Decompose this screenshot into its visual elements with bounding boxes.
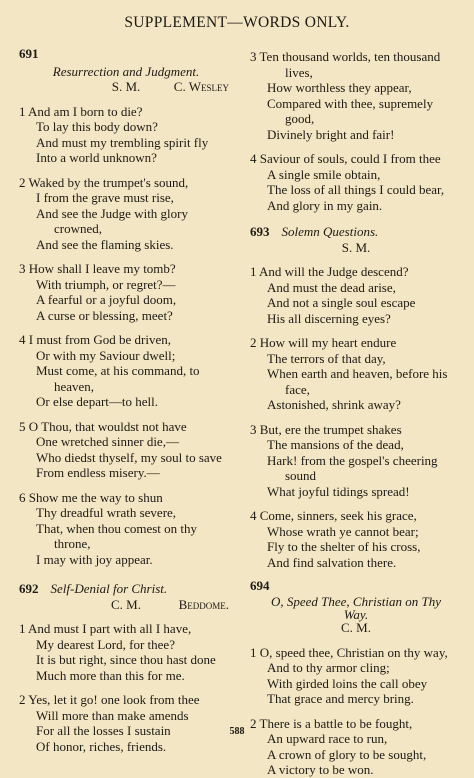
verse-line: Will more than make amends [36, 707, 189, 723]
verse-line: An upward race to run, [267, 731, 388, 746]
verse-line: One wretched sinner die,— [36, 434, 179, 449]
stanza [19, 490, 233, 568]
verse-line: Hark! from the gospel's cheering [267, 452, 438, 468]
stanza [19, 419, 233, 481]
hymn-title: Resurrection and Judgment. [52, 63, 200, 79]
verse-line: And must my trembling spirit fly [36, 134, 209, 150]
meter-author-row [19, 597, 233, 613]
verse-line: That, when thou comest on thy [36, 520, 198, 536]
verse-line: The loss of all things I could bear, [267, 182, 445, 197]
verse-line: 5 O Thou, that wouldst not have [19, 418, 187, 434]
verse-line: Of honor, riches, friends. [36, 738, 167, 754]
verse-line: His all discerning eyes? [267, 310, 391, 326]
verse-line: And must the dead arise, [267, 279, 396, 295]
verse-line: A single smile obtain, [267, 166, 381, 182]
hymn-title: O, Speed Thee, Christian on Thy [270, 593, 442, 609]
stanza [250, 335, 462, 413]
hymn-meter: S. M. [111, 79, 141, 94]
verse-line: I from the grave must rise, [36, 190, 174, 205]
stanza [250, 716, 462, 778]
hymn-author: Beddome. [178, 596, 229, 612]
hymn-author: C. Wesley [173, 79, 229, 94]
verse-line: That grace and mercy bring. [267, 691, 414, 706]
verse-line: sound [285, 468, 317, 483]
hymn-title: Self-Denial for Christ. [50, 581, 168, 596]
hymn-heading [19, 581, 233, 597]
hymn-number: 694 [250, 578, 270, 593]
verse-line: And to thy armor cling; [267, 660, 390, 675]
hymn-meter: C. M. [111, 596, 141, 612]
verse-line: throne, [54, 536, 91, 551]
verse-line: And see the flaming skies. [36, 236, 174, 252]
verse-line: Who diedst thyself, my soul to save [36, 449, 222, 465]
stanza [250, 151, 462, 213]
stanza [250, 264, 462, 326]
verse-line: What joyful tidings spread! [267, 483, 410, 499]
verse-line: A fearful or a joyful doom, [36, 292, 177, 307]
verse-line: Into a world unknown? [36, 150, 157, 165]
verse-line: Divinely bright and fair! [267, 126, 395, 142]
verse-line: And see the Judge with glory [36, 205, 189, 221]
stanza [19, 175, 233, 253]
verse-line: 2 Waked by the trumpet's sound, [19, 174, 189, 190]
stanza [19, 692, 233, 754]
verse-line: 3 Ten thousand worlds, ten thousand [250, 49, 441, 64]
verse-line: lives, [285, 64, 313, 80]
verse-line: 6 Show me the way to shun [19, 489, 163, 505]
verse-line: How worthless they appear, [267, 80, 412, 95]
verse-line: 4 I must from God be driven, [19, 332, 172, 347]
verse-line: Much more than this for me. [36, 667, 185, 683]
verse-line: Compared with thee, supremely [267, 95, 434, 111]
hymn-number: 693 [250, 224, 270, 239]
verse-line: A curse or blessing, meet? [36, 307, 173, 323]
verse-line: 4 Come, sinners, seek his grace, [250, 508, 417, 523]
stanza [250, 422, 462, 500]
verse-line: My dearest Lord, for thee? [36, 636, 175, 652]
verse-line: 1 O, speed thee, Christian on thy way, [250, 644, 448, 660]
stanza [250, 645, 462, 707]
meter-author-row [19, 79, 233, 95]
meter-author-row [250, 620, 462, 636]
verse-line: From endless misery.— [36, 465, 160, 480]
verse-line: 1 And must I part with all I have, [19, 621, 192, 636]
hymn-691 [19, 46, 233, 567]
verse-line: good, [285, 111, 315, 126]
hymn-heading [250, 224, 462, 240]
verse-line: Whose wrath ye cannot bear; [267, 523, 419, 539]
hymn-title-continued: Way. [343, 607, 369, 622]
page-title: SUPPLEMENT—WORDS ONLY. [124, 14, 350, 31]
verse-line: 4 Saviour of souls, could I from thee [250, 151, 441, 166]
verse-line: When earth and heaven, before his [267, 366, 448, 381]
hymn-meter: S. M. [341, 239, 371, 255]
verse-line: 2 There is a battle to be fought, [250, 715, 413, 731]
verse-line: 1 And will the Judge descend? [250, 264, 409, 279]
stanza [250, 508, 462, 570]
verse-line: crowned, [54, 221, 103, 236]
hymn-692-continued [250, 49, 462, 213]
left-column [19, 46, 233, 754]
verse-line: 3 But, ere the trumpet shakes [250, 421, 402, 437]
verse-line: With girded loins the call obey [267, 675, 428, 691]
verse-line: And find salvation there. [267, 554, 397, 570]
hymn-number: 691 [19, 46, 39, 61]
right-column [250, 46, 462, 778]
verse-line: 2 Yes, let it go! one look from thee [19, 692, 200, 707]
verse-line: And not a single soul escape [267, 295, 416, 310]
verse-line: To lay this body down? [36, 119, 158, 134]
verse-line: A crown of glory to be sought, [267, 746, 427, 762]
verse-line: And glory in my gain. [267, 197, 383, 213]
verse-line: Or else depart—to hell. [36, 394, 159, 409]
hymn-number: 692 [19, 581, 39, 596]
verse-line: Or with my Saviour dwell; [36, 347, 176, 363]
verse-line: A victory to be won. [267, 762, 374, 777]
hymn-title: Solemn Questions. [281, 224, 379, 239]
hymn-meter: C. M. [341, 620, 371, 635]
meter-author-row [250, 240, 462, 256]
hymn-693 [250, 224, 462, 570]
verse-line: The terrors of that day, [267, 350, 386, 366]
verse-line: Astonished, shrink away? [267, 397, 401, 412]
verse-line: With triumph, or regret?— [36, 276, 176, 292]
hymn-694 [250, 578, 462, 778]
stanza [19, 104, 233, 166]
page-number: 588 [229, 726, 245, 737]
verse-line: The mansions of the dead, [267, 437, 404, 452]
verse-line: 2 How will my heart endure [250, 335, 397, 350]
stanza [19, 261, 233, 323]
verse-line: It is but right, since thou hast done [36, 652, 216, 667]
verse-line: 3 How shall I leave my tomb? [19, 261, 176, 276]
verse-line: heaven, [54, 378, 95, 394]
stanza [19, 621, 233, 683]
verse-line: 1 And am I born to die? [19, 103, 143, 119]
verse-line: I may with joy appear. [36, 551, 153, 567]
verse-line: Fly to the shelter of his cross, [267, 539, 421, 554]
stanza [250, 49, 462, 142]
stanza [19, 332, 233, 410]
verse-line: For all the losses I sustain [36, 723, 171, 738]
verse-line: Must come, at his command, to [36, 363, 200, 378]
verse-line: Thy dreadful wrath severe, [36, 505, 177, 520]
verse-line: face, [285, 381, 310, 397]
